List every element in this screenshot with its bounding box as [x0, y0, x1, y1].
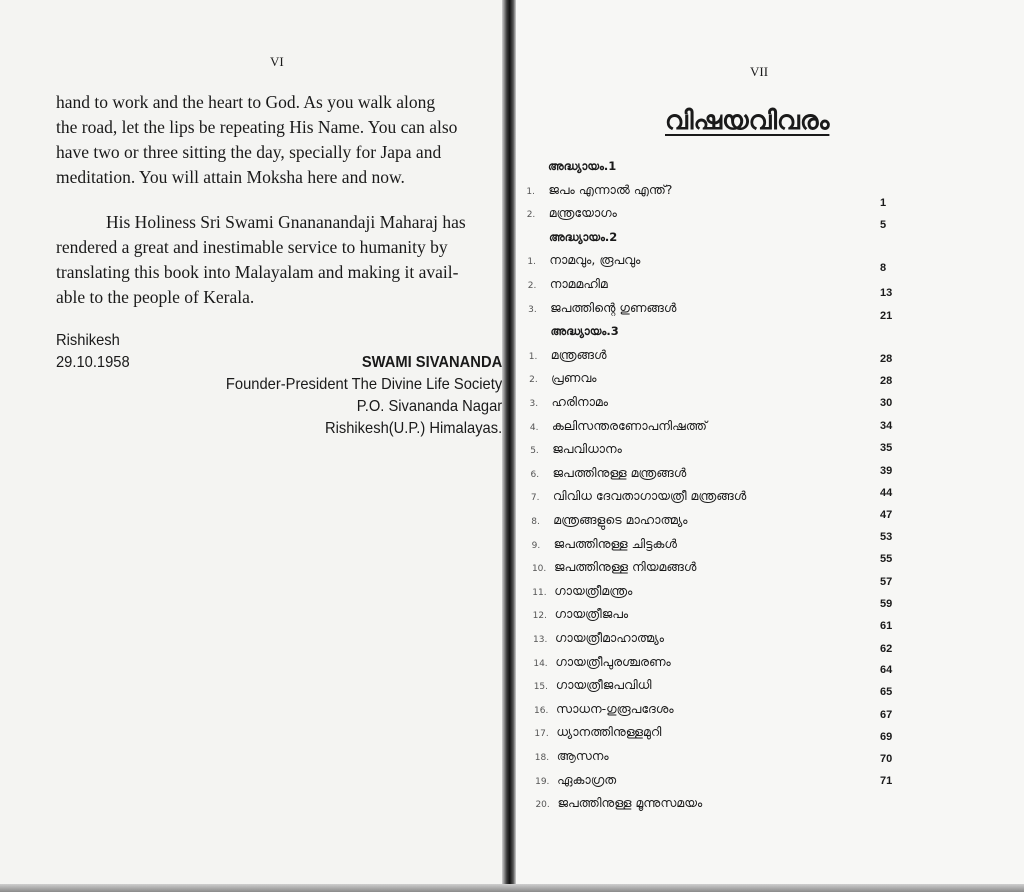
toc-entry-label: ഏകാഗ്രത	[557, 771, 617, 787]
toc-page-number: 30	[880, 397, 893, 409]
toc-page-number: 59	[880, 598, 893, 610]
toc-page-number: 47	[880, 509, 893, 521]
toc-entry-label: ജപവിധാനം	[552, 441, 622, 457]
toc-entry-number: 18.	[534, 753, 550, 763]
toc-entry	[532, 559, 696, 579]
toc-page-number: 57	[880, 576, 893, 588]
toc-entry-label: കലിസന്തരണോപനിഷത്ത്	[551, 417, 707, 433]
toc-page-number: 55	[880, 553, 893, 565]
text-line: hand to work and the heart to God. As you walk along	[56, 92, 436, 112]
text-line: translating this book into Malayalam and making it avail-	[56, 262, 459, 282]
toc-entry-label: മന്ത്രങ്ങൾ	[550, 346, 607, 362]
right-page-number: VII	[750, 64, 769, 79]
signature-address: P.O. Sivananda Nagar	[356, 398, 503, 415]
toc-entry	[535, 772, 616, 792]
toc-entry-number: 13.	[533, 635, 548, 645]
toc-entry	[527, 205, 617, 225]
toc-entry-number: 1.	[527, 257, 536, 268]
toc-page-number: 65	[880, 686, 893, 698]
toc-entry-number: 5.	[530, 446, 539, 457]
toc-entry	[533, 606, 629, 626]
text-line: rendered a great and inestimable service to humanity by	[56, 237, 448, 257]
text-line: the road, let the lips be repeating His Name. You can also	[56, 117, 458, 137]
toc-entry-label: ഗായത്രീമാഹാത്മ്യം	[555, 630, 664, 645]
toc-entry-number: 6.	[530, 469, 540, 480]
toc-entry-label: ഗായത്രീപുരശ്ചരണം	[555, 653, 671, 669]
toc-entry	[532, 536, 677, 556]
toc-page-number: 62	[880, 643, 893, 655]
toc-page-number: 5	[880, 219, 887, 231]
toc-entry-number: 11.	[532, 587, 547, 598]
toc-entry-label: വിവിധ ദേവതാഗായത്രീ മന്ത്രങ്ങൾ	[552, 488, 747, 504]
toc-entry	[531, 512, 687, 532]
toc-entry-number: 12.	[532, 611, 547, 622]
text-line: His Holiness Sri Swami Gnananandaji Maharaj has	[106, 212, 466, 232]
toc-entry	[530, 394, 609, 414]
book-spine	[502, 0, 516, 892]
contents-title: വിഷയവിവരം	[665, 106, 830, 136]
toc-entry	[531, 465, 687, 485]
left-page-number: VI	[270, 54, 284, 69]
toc-page-number: 39	[880, 465, 893, 477]
toc-page-number: 34	[880, 420, 893, 432]
toc-chapter-heading	[528, 323, 618, 343]
toc-entry	[534, 677, 652, 697]
toc-entry	[535, 795, 702, 815]
toc-entry	[531, 488, 746, 508]
signature-block	[56, 330, 503, 440]
page-bottom-edge	[0, 884, 1024, 892]
toc-entry	[526, 182, 672, 202]
toc-entry-number: 14.	[533, 658, 548, 669]
signature-location: Rishikesh(U.P.) Himalayas.	[324, 420, 503, 437]
toc-chapter-heading	[526, 158, 616, 178]
signature-name: SWAMI SIVANANDA	[361, 354, 503, 371]
toc-page-number: 71	[880, 775, 893, 787]
signature-title: Founder-President The Divine Life Society	[225, 376, 503, 393]
toc-entry-label: ജപം എന്നാൽ എന്ത്?	[548, 181, 673, 197]
date: 29.10.1958	[56, 354, 130, 371]
toc-entry-number: 15.	[533, 682, 549, 693]
preface-text	[56, 90, 508, 310]
toc-entry	[533, 654, 670, 674]
toc-entry-label: പ്രണവം	[551, 370, 597, 386]
toc-entry-label: ധ്യാനത്തിനുള്ളമുറി	[556, 724, 662, 740]
toc-page-number: 13	[880, 287, 893, 299]
toc-entry-number: 10.	[531, 564, 547, 575]
toc-entry	[529, 347, 607, 367]
toc-entry-number: 1.	[526, 186, 535, 197]
toc-page-number: 67	[880, 709, 893, 721]
toc-entry	[533, 630, 664, 650]
toc-page-number: 35	[880, 442, 893, 454]
toc-chapter-heading	[527, 229, 617, 249]
toc-entry-label: നാമമഹിമ	[549, 276, 608, 291]
toc-entry	[528, 276, 608, 296]
toc-page-number: 69	[880, 731, 893, 743]
toc-entry-number: 2.	[526, 210, 536, 221]
toc-entry-label: നാമവും, രൂപവും	[549, 252, 641, 268]
toc-entry-label: അദ്ധ്യായം.2	[549, 229, 618, 244]
toc-entry-label: ആസനം	[556, 748, 609, 763]
toc-entry-label: സാധന-ഗുരൂപദേശം	[556, 700, 674, 716]
toc-entry-label: ഗായത്രീജപവിധി	[555, 677, 652, 693]
toc-entry	[530, 418, 707, 438]
toc-entry-label: ജപത്തിനുള്ള മന്ത്രങ്ങൾ	[552, 464, 687, 480]
toc-entry-label: ജപത്തിനുള്ള മൂന്നുസമയം	[557, 795, 703, 811]
toc-entry-label: ജപത്തിനുള്ള നിയമങ്ങൾ	[553, 559, 697, 575]
toc-page-number: 21	[880, 310, 893, 322]
toc-entry	[532, 583, 632, 603]
toc-entry-number: 3.	[529, 399, 539, 409]
toc-entry-number: 17.	[534, 729, 549, 740]
toc-page-number: 28	[880, 353, 893, 365]
toc-entry-label: ഗായത്രീജപം	[554, 606, 629, 622]
text-line: have two or three sitting the day, specially for Japa and	[56, 142, 442, 162]
toc-entry-number: 16.	[534, 705, 549, 716]
toc-entry-label: മന്ത്രയോഗം	[548, 205, 617, 221]
toc-entry-number: 4.	[529, 422, 539, 433]
toc-entry	[535, 748, 609, 768]
toc-entry-number: 3.	[528, 304, 537, 315]
toc-entry-label: അദ്ധ്യായം.1	[548, 159, 617, 173]
toc-page-number: 28	[880, 375, 893, 387]
toc-entry-label: അദ്ധ്യായം.3	[550, 324, 619, 339]
left-page	[0, 0, 508, 892]
toc-entry-number: 2.	[527, 281, 537, 291]
toc-entry-label: ജപത്തിന്റെ ഗുണങ്ങൾ	[550, 299, 677, 315]
toc-entry-label: ഗായത്രീമന്ത്രം	[554, 582, 633, 598]
toc-entry-number: 9.	[531, 540, 541, 551]
toc-entry-number: 20.	[535, 800, 550, 811]
toc-entry-number: 19.	[535, 776, 550, 787]
toc-entry-number: 2.	[529, 375, 538, 386]
toc-entry-number: 8.	[531, 517, 540, 527]
toc-page-number: 64	[880, 664, 893, 676]
toc-entry	[530, 441, 622, 461]
toc-page-number: 53	[880, 531, 893, 543]
place: Rishikesh	[56, 332, 120, 349]
toc-page-number: 1	[880, 197, 887, 209]
toc-entry-label: ജപത്തിനുള്ള ചിട്ടകൾ	[553, 535, 677, 551]
toc-entry	[534, 724, 661, 744]
toc-entry-label: മന്ത്രങ്ങളുടെ മാഹാത്മ്യം	[553, 512, 688, 527]
text-line: meditation. You will attain Moksha here and now.	[56, 167, 405, 187]
toc-page-number: 8	[880, 262, 887, 274]
toc-page-number: 70	[880, 753, 893, 765]
toc-page-number: 44	[880, 487, 893, 499]
toc-entry-number: 7.	[530, 493, 540, 504]
toc-entry-label: ഹരിനാമം	[551, 394, 609, 409]
toc-page-number: 61	[880, 620, 893, 632]
toc-entry-number: 1.	[528, 351, 538, 362]
toc-entry	[527, 252, 640, 272]
toc-entry	[529, 370, 596, 390]
text-line: able to the people of Kerala.	[56, 287, 255, 307]
toc-entry	[528, 300, 676, 320]
toc-entry	[534, 701, 674, 721]
